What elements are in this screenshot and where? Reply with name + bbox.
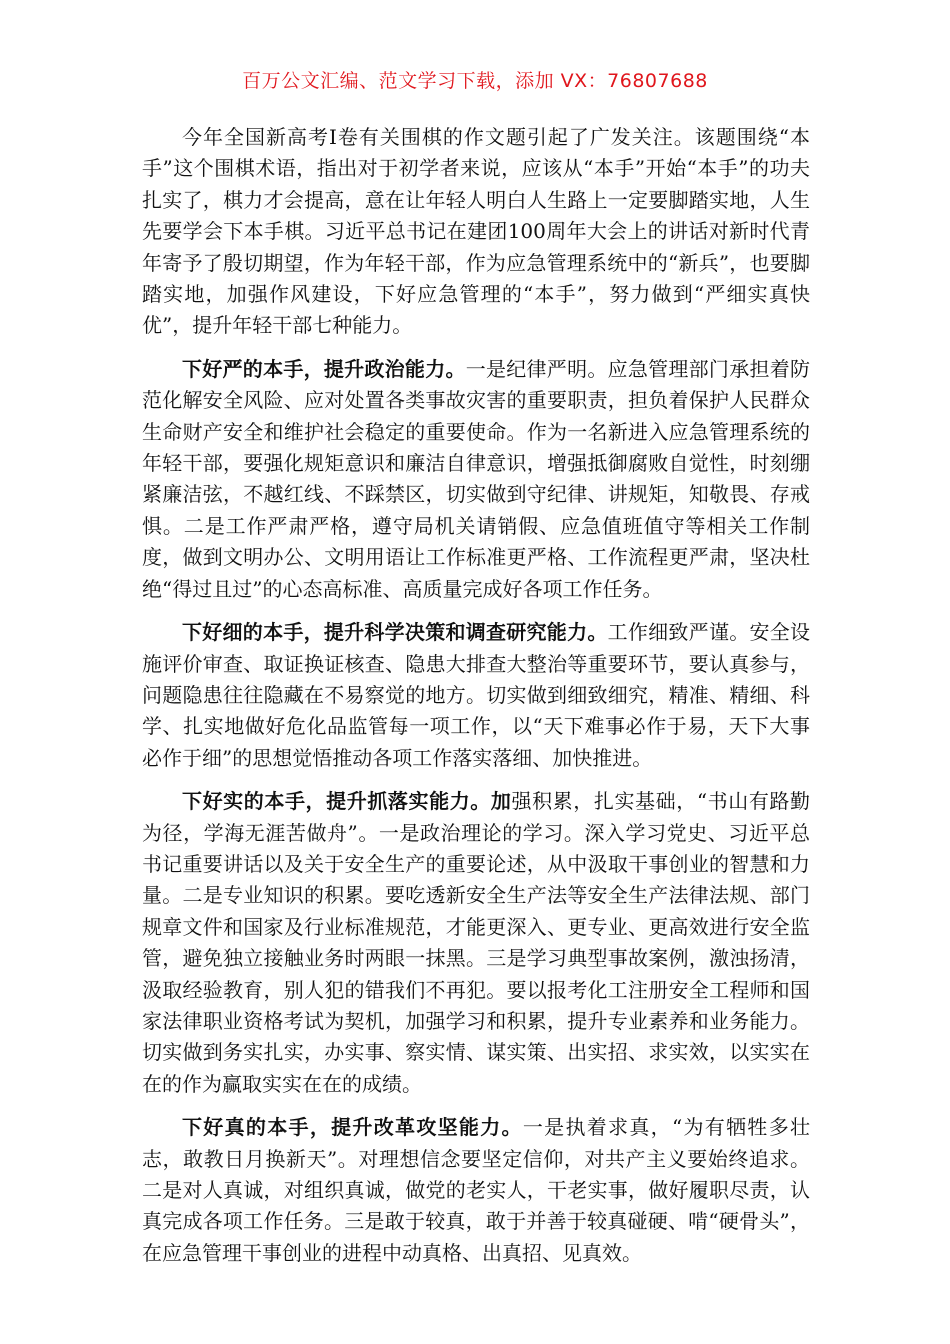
paragraph-intro (142, 122, 810, 342)
header-banner: 百万公文汇编、范文学习下载，添加 VX：76807688 (242, 70, 708, 92)
document-body (142, 122, 810, 1281)
paragraph-heading: 下好真的本手，提升改革攻坚能力。 (182, 1115, 523, 1140)
paragraph-heading: 下好细的本手，提升科学决策和调查研究能力。 (182, 620, 608, 645)
paragraph-text: 一是执着求真，“为有牺牲多壮志，敢教日月换新天”。对理想信念要坚定信仰，对共产主义要始终追求。二是对人真诚，对组织真诚，做党的老实人，干老实事，做好履职尽责，认真完成各项工作任务。三是敢于较真，敢于并善于较真碰硬、啃“硬骨头”，在应急管理干事创业的进程中动真格、出真招、见真效。 (142, 1115, 810, 1265)
paragraph-truth (142, 1112, 810, 1269)
paragraph-text: 工作细致严谨。安全设施评价审查、取证换证核查、隐患大排查大整治等重要环节，要认真参与，问题隐患往往隐藏在不易察觉的地方。切实做到细致细究，精准、精细、科学、扎实地做好危化品监管每一项工作，以“天下难事必作于易，天下大事必作于细”的思想觉悟推动各项工作落实落细、加快推进。 (142, 620, 811, 770)
paragraph-text: 一是纪律严明。应急管理部门承担着防范化解安全风险、应对处置各类事故灾害的重要职责，担负着保护人民群众生命财产安全和维护社会稳定的重要使命。作为一名新进入应急管理系统的年轻干部，要强化规矩意识和廉洁自律意识，增强抵御腐败自觉性，时刻绷紧廉洁弦，不越红线、不踩禁区，切实做到守纪律、讲规矩，知敬畏、存戒惧。二是工作严肃严格，遵守局机关请销假、应急值班值守等相关工作制度，做到文明办公、文明用语让工作标准更严格、工作流程更严肃，坚决杜绝“得过且过”的心态高标准、高质量完成好各项工作任务。 (142, 356, 811, 601)
paragraph-text: 强积累，扎实基础，“书山有路勤为径，学海无涯苦做舟”。一是政治理论的学习。深入学习党史、习近平总书记重要讲话以及关于安全生产的重要论述，从中汲取干事创业的智慧和力量。二是专业知识的积累。要吃透新安全生产法等安全生产法律法规、部门规章文件和国家及行业标准规范，才能更深入、更专业、更高效进行安全监管，避免独立接触业务时两眼一抹黑。三是学习典型事故案例，激浊扬清，汲取经验教育，别人犯的错我们不再犯。要以报考化工注册安全工程师和国家法律职业资格考试为契机，加强学习和积累，提升专业素养和业务能力。切实做到务实扎实，办实事、察实情、谋实策、出实招、求实效，以实实在在的作为赢取实实在在的成绩。 (142, 789, 810, 1096)
paragraph-strict (142, 354, 810, 605)
paragraph-detail (142, 617, 810, 774)
paragraph-heading: 下好严的本手，提升政治能力。 (182, 356, 466, 381)
paragraph-text: 今年全国新高考Ⅰ卷有关围棋的作文题引起了广发关注。该题围绕“本手”这个围棋术语，指出对于初学者来说，应该从“本手”开始“本手”的功夫扎实了，棋力才会提高，意在让年轻人明白人生路上一定要脚踏实地，人生先要学会下本手棋。习近平总书记在建团100周年大会上的讲话对新时代青年寄予了殷切期望，作为年轻干部，作为应急管理系统中的“新兵”，也要脚踏实地，加强作风建设，下好应急管理的“本手”，努力做到“严细实真快优”，提升年轻干部七种能力。 (142, 125, 810, 338)
paragraph-practical (142, 786, 810, 1100)
paragraph-heading: 下好实的本手，提升抓落实能力。加 (182, 789, 512, 814)
